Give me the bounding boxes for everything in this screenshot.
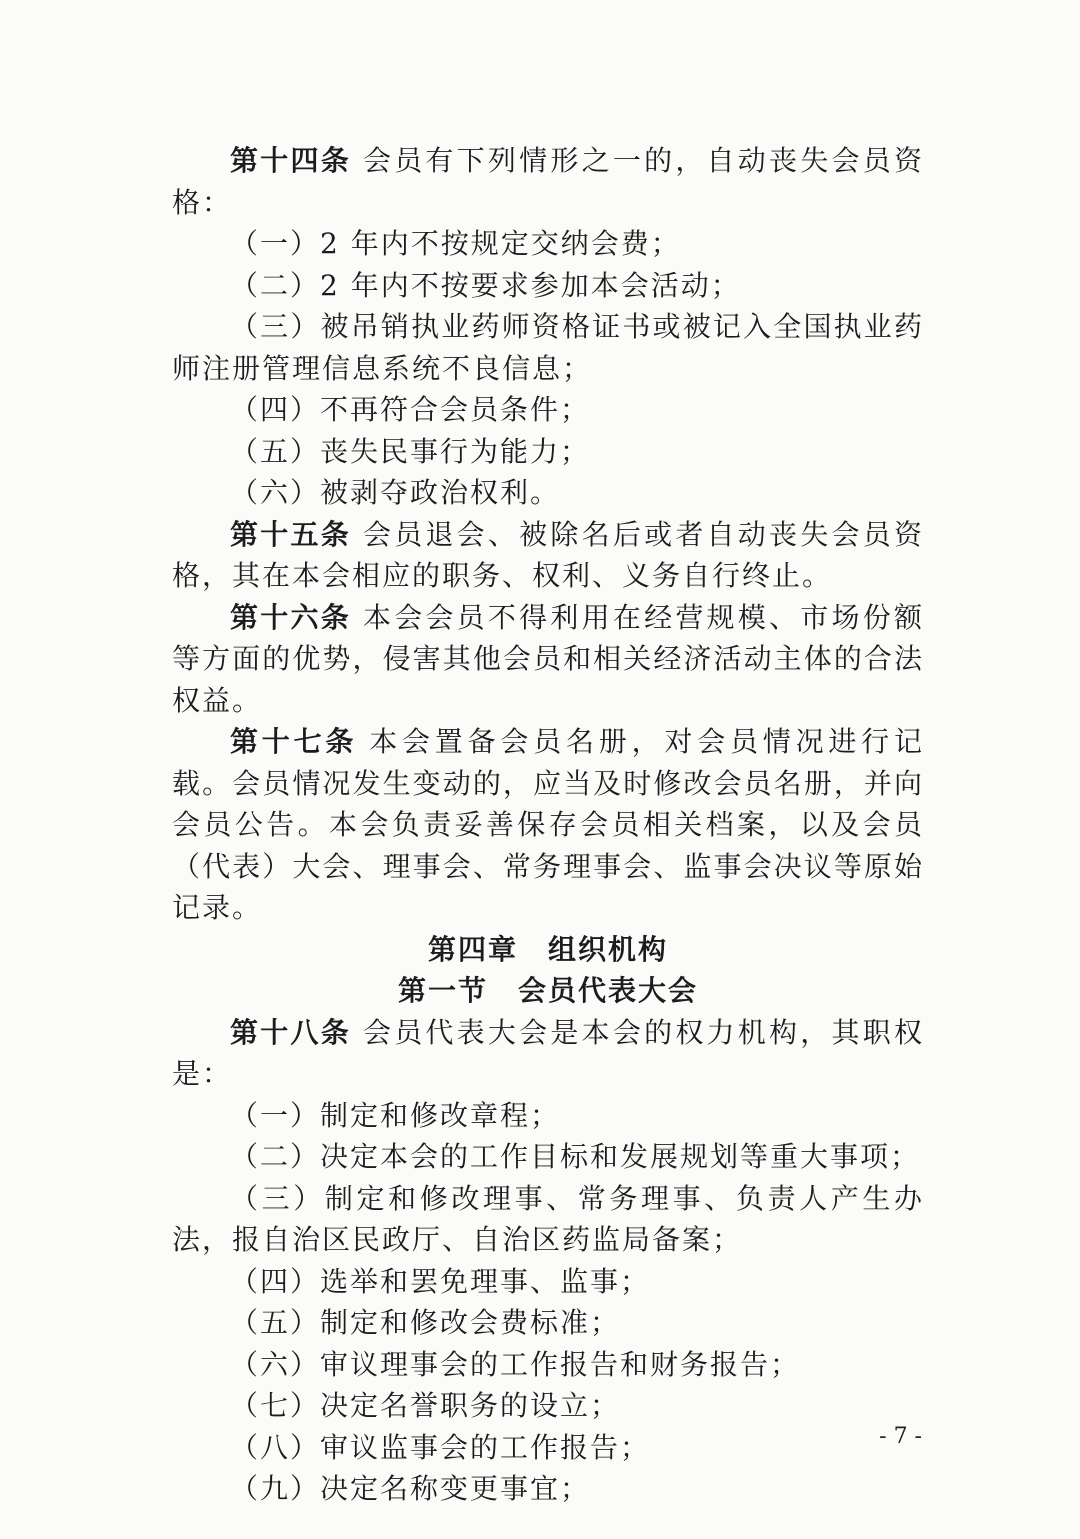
list-item: （六）被剥夺政治权利。 <box>230 476 561 509</box>
list-item: （四）选举和罢免理事、监事； <box>230 1264 651 1298</box>
list-item: （一）2 年内不按规定交纳会费； <box>230 227 681 260</box>
list-item: （三）被吊销执业药师资格证书或被记入全国执业药师注册管理信息系统不良信息； <box>172 310 924 385</box>
article-text: 本会置备会员名册，对会员情况进行记载。会员情况发生变动的，应当及时修改会员名册，并向会员公告。本会负责妥善保存会员相关档案，以及会员（代表）大会、理事会、常务理事会、监事会决议等原始记录。 <box>172 725 924 924</box>
list-item: （五）制定和修改会费标准； <box>230 1306 621 1339</box>
article-number: 第十七条 <box>230 725 358 758</box>
article-text: 会员退会、被除名后或者自动丧失会员资格，其在本会相应的职务、权利、义务自行终止。 <box>172 517 924 592</box>
article-paragraph <box>172 597 924 722</box>
list-item: （四）不再符合会员条件； <box>230 393 591 426</box>
article-number: 第十八条 <box>230 1015 351 1049</box>
list-item: （七）决定名誉职务的设立； <box>230 1389 621 1422</box>
list-item: （八）审议监事会的工作报告； <box>230 1430 651 1464</box>
article-paragraph <box>172 1012 924 1095</box>
list-item: （一）制定和修改章程； <box>230 1098 561 1132</box>
article-text: 会员代表大会是本会的权力机构，其职权是： <box>172 1015 924 1090</box>
list-item: （五）丧失民事行为能力； <box>230 434 591 468</box>
page-number: - 7 - <box>879 1424 922 1449</box>
chapter-heading: 第四章 组织机构 <box>427 932 668 966</box>
article-paragraph <box>172 514 924 597</box>
article-number: 第十六条 <box>230 600 351 634</box>
list-item: （六）审议理事会的工作报告和财务报告； <box>230 1347 801 1381</box>
article-number: 第十四条 <box>230 144 351 177</box>
article-text: 会员有下列情形之一的，自动丧失会员资格： <box>172 144 924 219</box>
article-number: 第十五条 <box>230 517 351 551</box>
section-heading: 第一节 会员代表大会 <box>397 974 698 1007</box>
article-paragraph <box>172 140 924 223</box>
document-body <box>172 140 924 1510</box>
article-paragraph <box>172 721 924 929</box>
list-item: （二）决定本会的工作目标和发展规划等重大事项； <box>230 1140 921 1173</box>
article-text: 本会会员不得利用在经营规模、市场份额等方面的优势，侵害其他会员和相关经济活动主体的合法权益。 <box>172 600 924 717</box>
list-item: （三）制定和修改理事、常务理事、负责人产生办法，报自治区民政厅、自治区药监局备案； <box>172 1181 924 1256</box>
list-item: （九）决定名称变更事宜； <box>230 1472 591 1505</box>
list-item: （二）2 年内不按要求参加本会活动； <box>230 268 741 302</box>
